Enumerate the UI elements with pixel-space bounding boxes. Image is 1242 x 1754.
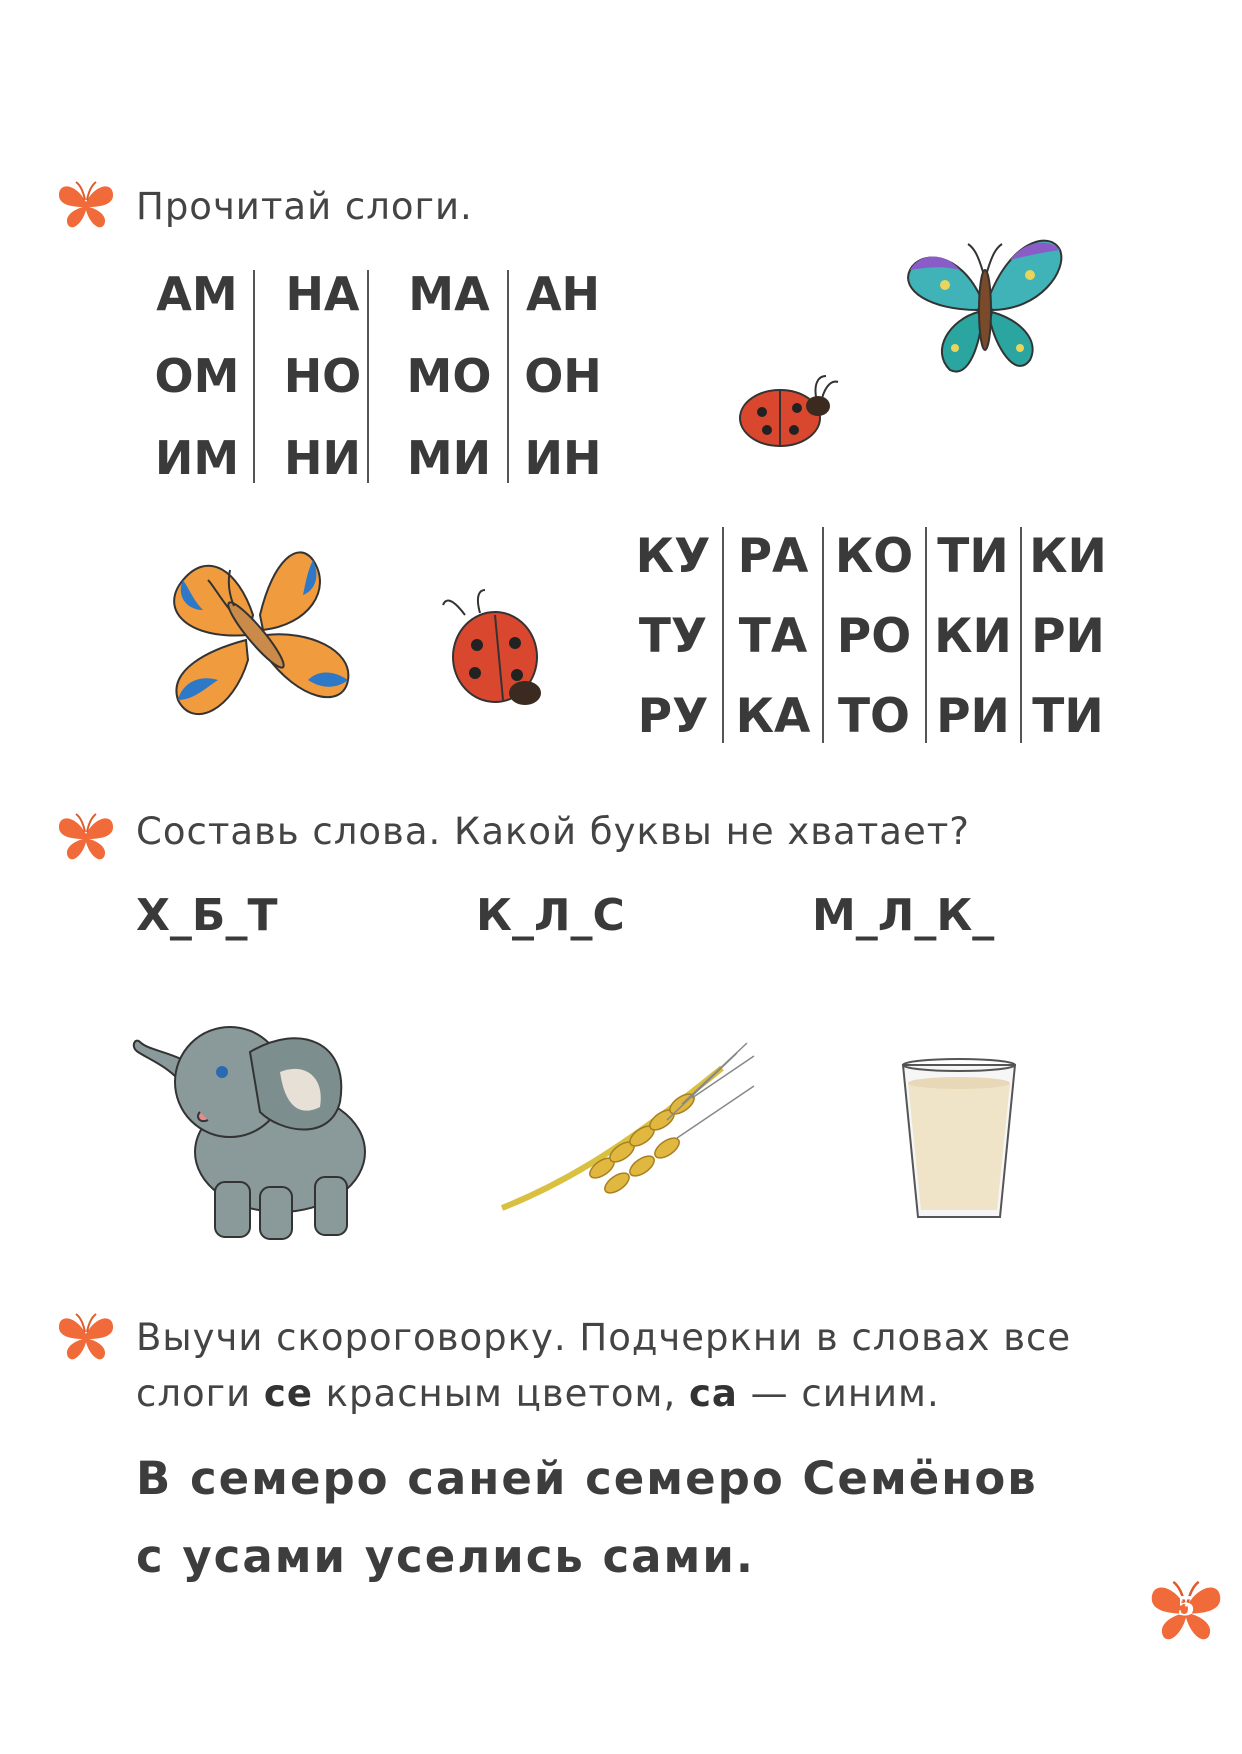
syllable: АМ: [156, 267, 238, 321]
grid-divider: [925, 527, 927, 743]
syllable: КИ: [934, 608, 1012, 664]
grid-divider: [722, 527, 724, 743]
syllable: НО: [283, 349, 362, 403]
syllable: АН: [525, 267, 601, 321]
syllable: ИН: [524, 431, 602, 485]
butterfly-bullet-icon: [55, 180, 117, 230]
syllable: ТИ: [1032, 688, 1104, 744]
syllable: ТИ: [937, 528, 1009, 584]
page-number: 5: [1176, 1592, 1196, 1622]
syllable: РИ: [936, 688, 1010, 744]
word-puzzle: К_Л_С: [476, 890, 625, 941]
tongue-twister-line2: с усами уселись сами.: [136, 1530, 755, 1583]
word-puzzle: Х_Б_Т: [136, 890, 278, 941]
syllable: РУ: [637, 688, 709, 744]
grid-divider: [822, 527, 824, 743]
syllable: КУ: [635, 528, 711, 584]
butterfly-bullet-icon: [55, 812, 117, 862]
tongue-twister-line1: В семеро саней семеро Семёнов: [136, 1452, 1038, 1505]
syllable: МО: [406, 349, 492, 403]
syllable: НА: [285, 267, 360, 321]
syllable: ОН: [524, 349, 602, 403]
syllable: ТУ: [638, 608, 708, 664]
elephant-icon: [130, 1012, 380, 1242]
grid-divider: [253, 270, 255, 483]
syllable: МИ: [406, 431, 492, 485]
task3-instruction-line2: слоги се красным цветом, са — синим.: [136, 1372, 940, 1415]
grid-divider: [1020, 527, 1022, 743]
syllable: ОМ: [154, 349, 240, 403]
grid-divider: [507, 270, 509, 483]
syllable: КИ: [1029, 528, 1107, 584]
syllable-se: се: [263, 1372, 313, 1415]
wheat-icon: [492, 1038, 762, 1218]
syllable: НИ: [284, 431, 361, 485]
syllable-sa: са: [689, 1372, 738, 1415]
syllable: КО: [834, 528, 914, 584]
syllable: РО: [836, 608, 912, 664]
word-puzzle: М_Л_К_: [812, 890, 995, 941]
syllable: РА: [737, 528, 809, 584]
grid-divider: [367, 270, 369, 483]
ladybug-icon: [435, 585, 565, 715]
syllable: КА: [735, 688, 811, 744]
syllable: ИМ: [154, 431, 240, 485]
syllable: ТО: [837, 688, 910, 744]
butterfly-bullet-icon: [55, 1312, 117, 1362]
butterfly-icon: [148, 530, 363, 735]
syllable: РИ: [1031, 608, 1105, 664]
syllable: МА: [408, 267, 490, 321]
milk-glass-icon: [898, 1055, 1020, 1225]
task1-instruction: Прочитай слоги.: [136, 185, 473, 228]
syllable-grid-b: [622, 516, 1116, 756]
butterfly-icon: [900, 230, 1070, 380]
syllable-grid-a: [135, 253, 614, 499]
ladybug-icon: [722, 370, 842, 455]
task2-instruction: Составь слова. Какой буквы не хватает?: [136, 810, 970, 853]
task3-instruction-line1: Выучи скороговорку. Подчеркни в словах все: [136, 1316, 1072, 1359]
syllable: ТА: [738, 608, 808, 664]
